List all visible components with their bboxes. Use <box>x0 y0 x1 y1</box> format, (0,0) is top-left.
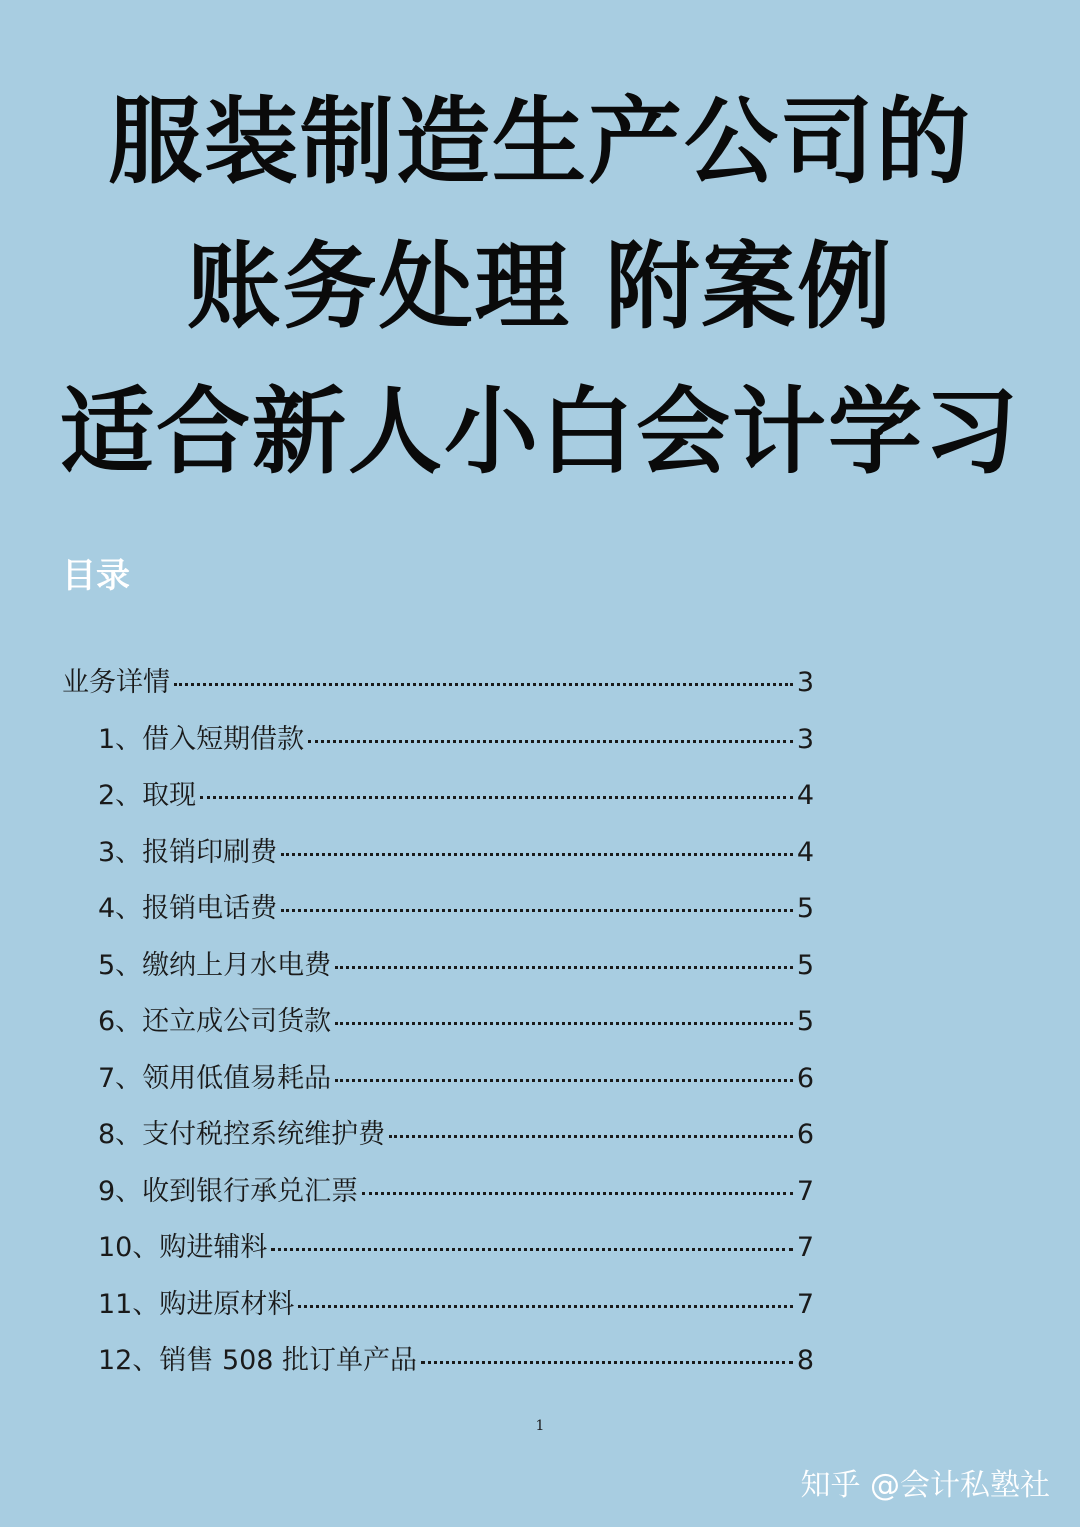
toc-entry-label: 10、购进辅料 <box>98 1232 268 1263</box>
toc-entry[interactable] <box>62 1056 814 1113</box>
toc-entry-label: 2、取现 <box>98 780 197 811</box>
toc-entry-page: 7 <box>796 1288 814 1320</box>
toc-entry-page: 7 <box>796 1232 814 1263</box>
toc-entry-page: 4 <box>796 836 814 868</box>
toc-heading: 目录 <box>62 556 130 596</box>
toc-leader-dots <box>389 1135 793 1138</box>
toc-entry-label: 1、借入短期借款 <box>98 723 305 755</box>
title-line-2: 账务处理 附案例 <box>186 233 894 342</box>
toc-entry-label: 7、领用低值易耗品 <box>98 1062 332 1094</box>
toc-entry-page: 3 <box>796 723 814 755</box>
toc-entry-label: 业务详情 <box>62 667 170 698</box>
toc-leader-dots <box>281 853 793 856</box>
toc-entry-page: 5 <box>796 949 814 981</box>
title-line-3: 适合新人小白会计学习 <box>59 378 1020 487</box>
toc-entry-page: 6 <box>796 1062 814 1094</box>
toc-entry-label: 9、收到银行承兑汇票 <box>98 1175 359 1207</box>
toc-leader-dots <box>421 1361 793 1364</box>
toc-entry[interactable] <box>62 1338 814 1395</box>
toc-entry-label: 6、还立成公司货款 <box>98 1006 332 1037</box>
toc-entry-page: 7 <box>796 1175 814 1207</box>
toc-entry[interactable] <box>62 717 814 774</box>
toc-entry[interactable] <box>62 1112 814 1169</box>
table-of-contents <box>62 660 814 1395</box>
toc-entry[interactable] <box>62 830 814 887</box>
toc-leader-dots <box>281 909 793 912</box>
toc-leader-dots <box>335 1022 793 1025</box>
toc-entry-page: 3 <box>796 667 814 698</box>
toc-entry[interactable] <box>62 1169 814 1226</box>
toc-entry-label: 4、报销电话费 <box>98 893 278 924</box>
page-number: 1 <box>535 1418 545 1434</box>
toc-leader-dots <box>335 966 793 969</box>
toc-entry[interactable] <box>62 1225 814 1282</box>
toc-entry[interactable] <box>62 999 814 1056</box>
toc-entry-page: 5 <box>796 893 814 924</box>
document-title <box>0 70 1080 505</box>
toc-entry-label: 5、缴纳上月水电费 <box>98 949 332 981</box>
toc-entry-page: 4 <box>796 780 814 811</box>
toc-entry-label: 8、支付税控系统维护费 <box>98 1119 386 1150</box>
toc-entry-page: 6 <box>796 1119 814 1150</box>
watermark: 知乎 @会计私塾社 <box>800 1468 1050 1503</box>
toc-entry[interactable] <box>62 660 814 717</box>
toc-entry[interactable] <box>62 773 814 830</box>
toc-leader-dots <box>335 1079 793 1082</box>
toc-entry-page: 5 <box>796 1006 814 1037</box>
toc-entry[interactable] <box>62 943 814 1000</box>
title-line-1: 服装制造生产公司的 <box>107 88 972 197</box>
toc-entry-label: 3、报销印刷费 <box>98 836 278 868</box>
toc-entry-label: 11、购进原材料 <box>98 1288 295 1320</box>
toc-leader-dots <box>298 1305 792 1308</box>
toc-entry[interactable] <box>62 886 814 943</box>
toc-leader-dots <box>174 683 793 686</box>
toc-leader-dots <box>362 1192 793 1195</box>
toc-leader-dots <box>200 796 793 799</box>
toc-entry-page: 8 <box>796 1345 814 1376</box>
toc-leader-dots <box>271 1248 792 1251</box>
toc-leader-dots <box>308 740 793 743</box>
toc-entry[interactable] <box>62 1282 814 1339</box>
toc-entry-label: 12、销售 508 批订单产品 <box>98 1345 418 1376</box>
